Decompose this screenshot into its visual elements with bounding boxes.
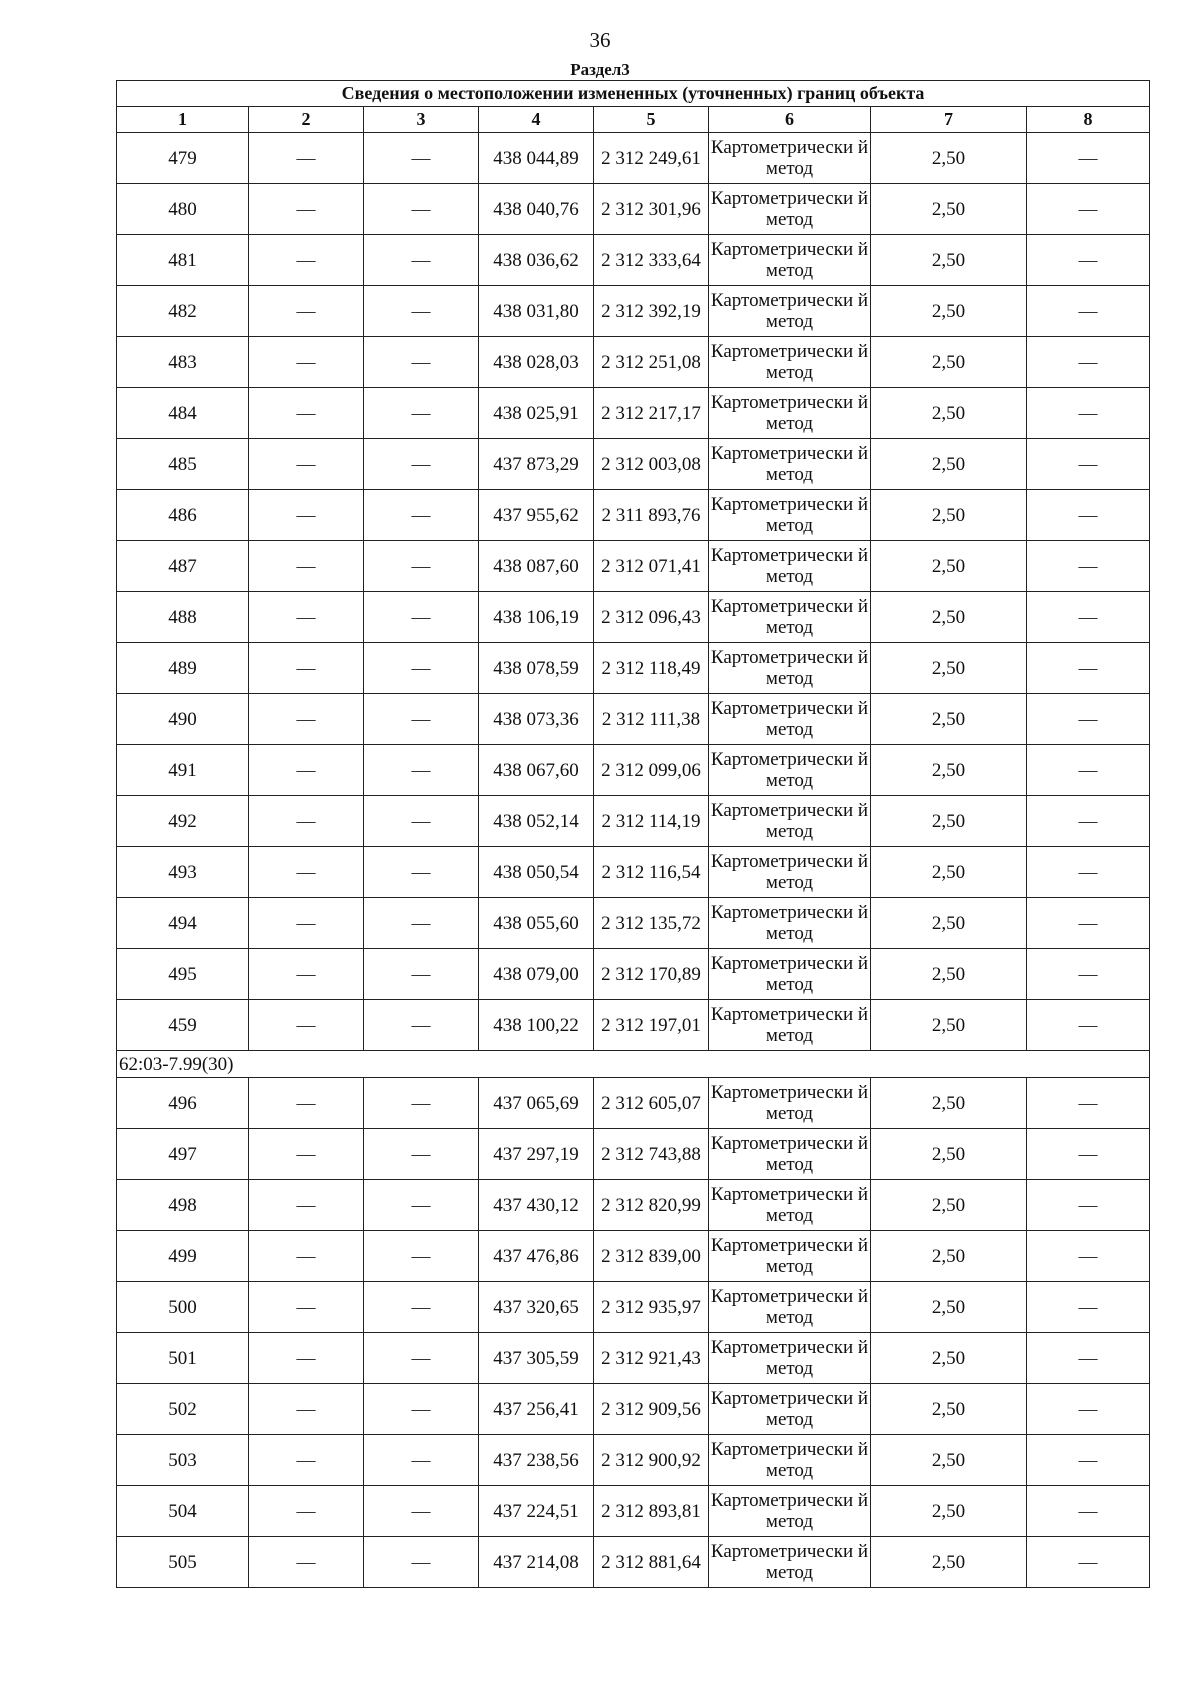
col3-cell: —	[364, 235, 479, 286]
x-coordinate-cell: 437 297,19	[479, 1129, 594, 1180]
accuracy-cell: 2,50	[871, 1486, 1027, 1537]
point-number-cell: 484	[117, 388, 249, 439]
col3-cell: —	[364, 796, 479, 847]
table-row	[117, 1384, 1150, 1435]
x-coordinate-cell: 437 320,65	[479, 1282, 594, 1333]
y-coordinate-cell: 2 312 111,38	[594, 694, 709, 745]
method-cell: Картометрически й метод	[709, 490, 871, 541]
accuracy-cell: 2,50	[871, 184, 1027, 235]
point-number-cell: 497	[117, 1129, 249, 1180]
method-cell: Картометрически й метод	[709, 1078, 871, 1129]
col3-cell: —	[364, 1384, 479, 1435]
y-coordinate-cell: 2 312 071,41	[594, 541, 709, 592]
y-coordinate-cell: 2 312 003,08	[594, 439, 709, 490]
col3-cell: —	[364, 745, 479, 796]
col8-cell: —	[1027, 949, 1150, 1000]
col3-cell: —	[364, 898, 479, 949]
point-number-cell: 492	[117, 796, 249, 847]
y-coordinate-cell: 2 312 099,06	[594, 745, 709, 796]
x-coordinate-cell: 438 055,60	[479, 898, 594, 949]
y-coordinate-cell: 2 312 893,81	[594, 1486, 709, 1537]
method-cell: Картометрически й метод	[709, 337, 871, 388]
point-number-cell: 501	[117, 1333, 249, 1384]
point-number-cell: 505	[117, 1537, 249, 1588]
method-cell: Картометрически й метод	[709, 184, 871, 235]
col3-cell: —	[364, 439, 479, 490]
boundary-coordinates-table	[116, 80, 1150, 1588]
table-row	[117, 184, 1150, 235]
column-header: 8	[1027, 107, 1150, 133]
col3-cell: —	[364, 337, 479, 388]
col2-cell: —	[249, 541, 364, 592]
x-coordinate-cell: 437 955,62	[479, 490, 594, 541]
x-coordinate-cell: 437 238,56	[479, 1435, 594, 1486]
col2-cell: —	[249, 643, 364, 694]
point-number-cell: 490	[117, 694, 249, 745]
point-number-cell: 495	[117, 949, 249, 1000]
col3-cell: —	[364, 388, 479, 439]
method-cell: Картометрически й метод	[709, 949, 871, 1000]
table-row	[117, 388, 1150, 439]
method-cell: Картометрически й метод	[709, 1333, 871, 1384]
x-coordinate-cell: 438 031,80	[479, 286, 594, 337]
table-row	[117, 1078, 1150, 1129]
col3-cell: —	[364, 1537, 479, 1588]
page-number: 36	[589, 28, 611, 52]
method-cell: Картометрически й метод	[709, 1537, 871, 1588]
col3-cell: —	[364, 1282, 479, 1333]
col8-cell: —	[1027, 184, 1150, 235]
method-cell: Картометрически й метод	[709, 286, 871, 337]
method-cell: Картометрически й метод	[709, 1282, 871, 1333]
method-cell: Картометрически й метод	[709, 745, 871, 796]
col2-cell: —	[249, 1486, 364, 1537]
table-row	[117, 1231, 1150, 1282]
col8-cell: —	[1027, 1078, 1150, 1129]
table-row	[117, 337, 1150, 388]
y-coordinate-cell: 2 312 935,97	[594, 1282, 709, 1333]
method-cell: Картометрически й метод	[709, 694, 871, 745]
col8-cell: —	[1027, 133, 1150, 184]
point-number-cell: 480	[117, 184, 249, 235]
method-cell: Картометрически й метод	[709, 592, 871, 643]
col2-cell: —	[249, 1078, 364, 1129]
y-coordinate-cell: 2 312 114,19	[594, 796, 709, 847]
x-coordinate-cell: 438 073,36	[479, 694, 594, 745]
x-coordinate-cell: 437 256,41	[479, 1384, 594, 1435]
y-coordinate-cell: 2 312 333,64	[594, 235, 709, 286]
col2-cell: —	[249, 286, 364, 337]
y-coordinate-cell: 2 312 096,43	[594, 592, 709, 643]
col2-cell: —	[249, 1333, 364, 1384]
point-number-cell: 500	[117, 1282, 249, 1333]
col3-cell: —	[364, 133, 479, 184]
accuracy-cell: 2,50	[871, 1282, 1027, 1333]
accuracy-cell: 2,50	[871, 388, 1027, 439]
method-cell: Картометрически й метод	[709, 388, 871, 439]
table-row	[117, 796, 1150, 847]
y-coordinate-cell: 2 312 392,19	[594, 286, 709, 337]
col3-cell: —	[364, 694, 479, 745]
col3-cell: —	[364, 1078, 479, 1129]
x-coordinate-cell: 438 040,76	[479, 184, 594, 235]
col3-cell: —	[364, 1000, 479, 1051]
method-cell: Картометрически й метод	[709, 1129, 871, 1180]
method-cell: Картометрически й метод	[709, 235, 871, 286]
col8-cell: —	[1027, 337, 1150, 388]
col2-cell: —	[249, 1435, 364, 1486]
x-coordinate-cell: 437 430,12	[479, 1180, 594, 1231]
col8-cell: —	[1027, 898, 1150, 949]
y-coordinate-cell: 2 312 197,01	[594, 1000, 709, 1051]
accuracy-cell: 2,50	[871, 1180, 1027, 1231]
table-row	[117, 694, 1150, 745]
method-cell: Картометрически й метод	[709, 898, 871, 949]
col8-cell: —	[1027, 439, 1150, 490]
col2-cell: —	[249, 1537, 364, 1588]
point-number-cell: 481	[117, 235, 249, 286]
table-row	[117, 490, 1150, 541]
y-coordinate-cell: 2 312 251,08	[594, 337, 709, 388]
point-number-cell: 498	[117, 1180, 249, 1231]
col8-cell: —	[1027, 1000, 1150, 1051]
y-coordinate-cell: 2 312 118,49	[594, 643, 709, 694]
accuracy-cell: 2,50	[871, 1078, 1027, 1129]
table-row	[117, 898, 1150, 949]
column-header: 5	[594, 107, 709, 133]
y-coordinate-cell: 2 312 135,72	[594, 898, 709, 949]
x-coordinate-cell: 438 079,00	[479, 949, 594, 1000]
accuracy-cell: 2,50	[871, 490, 1027, 541]
method-cell: Картометрически й метод	[709, 1231, 871, 1282]
col8-cell: —	[1027, 745, 1150, 796]
accuracy-cell: 2,50	[871, 1384, 1027, 1435]
col2-cell: —	[249, 133, 364, 184]
point-number-cell: 485	[117, 439, 249, 490]
method-cell: Картометрически й метод	[709, 1486, 871, 1537]
col3-cell: —	[364, 286, 479, 337]
accuracy-cell: 2,50	[871, 337, 1027, 388]
point-number-cell: 504	[117, 1486, 249, 1537]
point-number-cell: 483	[117, 337, 249, 388]
accuracy-cell: 2,50	[871, 1231, 1027, 1282]
table-row	[117, 1486, 1150, 1537]
y-coordinate-cell: 2 312 900,92	[594, 1435, 709, 1486]
point-number-cell: 479	[117, 133, 249, 184]
method-cell: Картометрически й метод	[709, 796, 871, 847]
col3-cell: —	[364, 1129, 479, 1180]
col8-cell: —	[1027, 694, 1150, 745]
method-cell: Картометрически й метод	[709, 1180, 871, 1231]
column-header: 7	[871, 107, 1027, 133]
col3-cell: —	[364, 541, 479, 592]
point-number-cell: 459	[117, 1000, 249, 1051]
table-row	[117, 949, 1150, 1000]
col3-cell: —	[364, 1435, 479, 1486]
point-number-cell: 496	[117, 1078, 249, 1129]
col2-cell: —	[249, 1180, 364, 1231]
y-coordinate-cell: 2 311 893,76	[594, 490, 709, 541]
column-header: 4	[479, 107, 594, 133]
method-cell: Картометрически й метод	[709, 439, 871, 490]
col8-cell: —	[1027, 1231, 1150, 1282]
accuracy-cell: 2,50	[871, 592, 1027, 643]
x-coordinate-cell: 438 050,54	[479, 847, 594, 898]
y-coordinate-cell: 2 312 116,54	[594, 847, 709, 898]
y-coordinate-cell: 2 312 301,96	[594, 184, 709, 235]
col8-cell: —	[1027, 1129, 1150, 1180]
method-cell: Картометрически й метод	[709, 847, 871, 898]
x-coordinate-cell: 438 052,14	[479, 796, 594, 847]
point-number-cell: 488	[117, 592, 249, 643]
accuracy-cell: 2,50	[871, 694, 1027, 745]
table-row	[117, 235, 1150, 286]
accuracy-cell: 2,50	[871, 847, 1027, 898]
y-coordinate-cell: 2 312 249,61	[594, 133, 709, 184]
col8-cell: —	[1027, 592, 1150, 643]
table-row	[117, 1129, 1150, 1180]
col8-cell: —	[1027, 847, 1150, 898]
x-coordinate-cell: 438 025,91	[479, 388, 594, 439]
accuracy-cell: 2,50	[871, 1435, 1027, 1486]
x-coordinate-cell: 438 100,22	[479, 1000, 594, 1051]
table-row	[117, 643, 1150, 694]
method-cell: Картометрически й метод	[709, 541, 871, 592]
y-coordinate-cell: 2 312 881,64	[594, 1537, 709, 1588]
col3-cell: —	[364, 643, 479, 694]
table-row	[117, 1333, 1150, 1384]
table-row	[117, 1282, 1150, 1333]
col8-cell: —	[1027, 1180, 1150, 1231]
col8-cell: —	[1027, 235, 1150, 286]
table-row	[117, 541, 1150, 592]
x-coordinate-cell: 438 087,60	[479, 541, 594, 592]
y-coordinate-cell: 2 312 743,88	[594, 1129, 709, 1180]
point-number-cell: 491	[117, 745, 249, 796]
accuracy-cell: 2,50	[871, 1129, 1027, 1180]
x-coordinate-cell: 438 067,60	[479, 745, 594, 796]
col8-cell: —	[1027, 286, 1150, 337]
col2-cell: —	[249, 745, 364, 796]
col3-cell: —	[364, 592, 479, 643]
x-coordinate-cell: 437 873,29	[479, 439, 594, 490]
accuracy-cell: 2,50	[871, 286, 1027, 337]
col2-cell: —	[249, 694, 364, 745]
col2-cell: —	[249, 184, 364, 235]
y-coordinate-cell: 2 312 909,56	[594, 1384, 709, 1435]
col3-cell: —	[364, 184, 479, 235]
col8-cell: —	[1027, 1333, 1150, 1384]
col8-cell: —	[1027, 541, 1150, 592]
accuracy-cell: 2,50	[871, 1000, 1027, 1051]
col8-cell: —	[1027, 1486, 1150, 1537]
x-coordinate-cell: 438 078,59	[479, 643, 594, 694]
method-cell: Картометрически й метод	[709, 1000, 871, 1051]
point-number-cell: 482	[117, 286, 249, 337]
x-coordinate-cell: 437 305,59	[479, 1333, 594, 1384]
x-coordinate-cell: 438 106,19	[479, 592, 594, 643]
table-caption-row	[117, 81, 1150, 107]
col2-cell: —	[249, 1000, 364, 1051]
col3-cell: —	[364, 847, 479, 898]
table-row	[117, 439, 1150, 490]
col3-cell: —	[364, 949, 479, 1000]
y-coordinate-cell: 2 312 820,99	[594, 1180, 709, 1231]
accuracy-cell: 2,50	[871, 898, 1027, 949]
col2-cell: —	[249, 337, 364, 388]
column-header: 2	[249, 107, 364, 133]
table-row	[117, 745, 1150, 796]
accuracy-cell: 2,50	[871, 796, 1027, 847]
col2-cell: —	[249, 898, 364, 949]
col2-cell: —	[249, 490, 364, 541]
col2-cell: —	[249, 1129, 364, 1180]
col2-cell: —	[249, 949, 364, 1000]
col8-cell: —	[1027, 796, 1150, 847]
col3-cell: —	[364, 1486, 479, 1537]
group-label: 62:03-7.99(30)	[117, 1051, 1150, 1078]
col2-cell: —	[249, 439, 364, 490]
table-header-row	[117, 107, 1150, 133]
col8-cell: —	[1027, 1384, 1150, 1435]
x-coordinate-cell: 438 036,62	[479, 235, 594, 286]
accuracy-cell: 2,50	[871, 643, 1027, 694]
point-number-cell: 493	[117, 847, 249, 898]
col2-cell: —	[249, 388, 364, 439]
column-header: 1	[117, 107, 249, 133]
group-row	[117, 1051, 1150, 1078]
accuracy-cell: 2,50	[871, 949, 1027, 1000]
y-coordinate-cell: 2 312 605,07	[594, 1078, 709, 1129]
x-coordinate-cell: 437 224,51	[479, 1486, 594, 1537]
col2-cell: —	[249, 1282, 364, 1333]
accuracy-cell: 2,50	[871, 1537, 1027, 1588]
column-header: 3	[364, 107, 479, 133]
col8-cell: —	[1027, 1282, 1150, 1333]
point-number-cell: 489	[117, 643, 249, 694]
col3-cell: —	[364, 490, 479, 541]
x-coordinate-cell: 438 028,03	[479, 337, 594, 388]
method-cell: Картометрически й метод	[709, 133, 871, 184]
col3-cell: —	[364, 1180, 479, 1231]
col8-cell: —	[1027, 490, 1150, 541]
accuracy-cell: 2,50	[871, 133, 1027, 184]
table-row	[117, 286, 1150, 337]
y-coordinate-cell: 2 312 839,00	[594, 1231, 709, 1282]
table-row	[117, 133, 1150, 184]
table-row	[117, 1537, 1150, 1588]
column-header: 6	[709, 107, 871, 133]
section-title: Раздел3	[570, 60, 630, 79]
col2-cell: —	[249, 592, 364, 643]
table-row	[117, 592, 1150, 643]
col2-cell: —	[249, 1231, 364, 1282]
point-number-cell: 486	[117, 490, 249, 541]
x-coordinate-cell: 437 065,69	[479, 1078, 594, 1129]
method-cell: Картометрически й метод	[709, 1435, 871, 1486]
y-coordinate-cell: 2 312 217,17	[594, 388, 709, 439]
y-coordinate-cell: 2 312 170,89	[594, 949, 709, 1000]
col8-cell: —	[1027, 1435, 1150, 1486]
x-coordinate-cell: 437 476,86	[479, 1231, 594, 1282]
y-coordinate-cell: 2 312 921,43	[594, 1333, 709, 1384]
method-cell: Картометрически й метод	[709, 643, 871, 694]
accuracy-cell: 2,50	[871, 439, 1027, 490]
col2-cell: —	[249, 235, 364, 286]
col3-cell: —	[364, 1231, 479, 1282]
col2-cell: —	[249, 1384, 364, 1435]
col2-cell: —	[249, 847, 364, 898]
col8-cell: —	[1027, 643, 1150, 694]
point-number-cell: 494	[117, 898, 249, 949]
table-row	[117, 1435, 1150, 1486]
point-number-cell: 503	[117, 1435, 249, 1486]
table-row	[117, 847, 1150, 898]
table-row	[117, 1180, 1150, 1231]
x-coordinate-cell: 437 214,08	[479, 1537, 594, 1588]
point-number-cell: 502	[117, 1384, 249, 1435]
x-coordinate-cell: 438 044,89	[479, 133, 594, 184]
method-cell: Картометрически й метод	[709, 1384, 871, 1435]
point-number-cell: 499	[117, 1231, 249, 1282]
table-caption: Сведения о местоположении измененных (уточненных) границ объекта	[117, 81, 1150, 107]
col3-cell: —	[364, 1333, 479, 1384]
accuracy-cell: 2,50	[871, 745, 1027, 796]
point-number-cell: 487	[117, 541, 249, 592]
table-row	[117, 1000, 1150, 1051]
col8-cell: —	[1027, 388, 1150, 439]
col8-cell: —	[1027, 1537, 1150, 1588]
accuracy-cell: 2,50	[871, 1333, 1027, 1384]
accuracy-cell: 2,50	[871, 541, 1027, 592]
col2-cell: —	[249, 796, 364, 847]
accuracy-cell: 2,50	[871, 235, 1027, 286]
